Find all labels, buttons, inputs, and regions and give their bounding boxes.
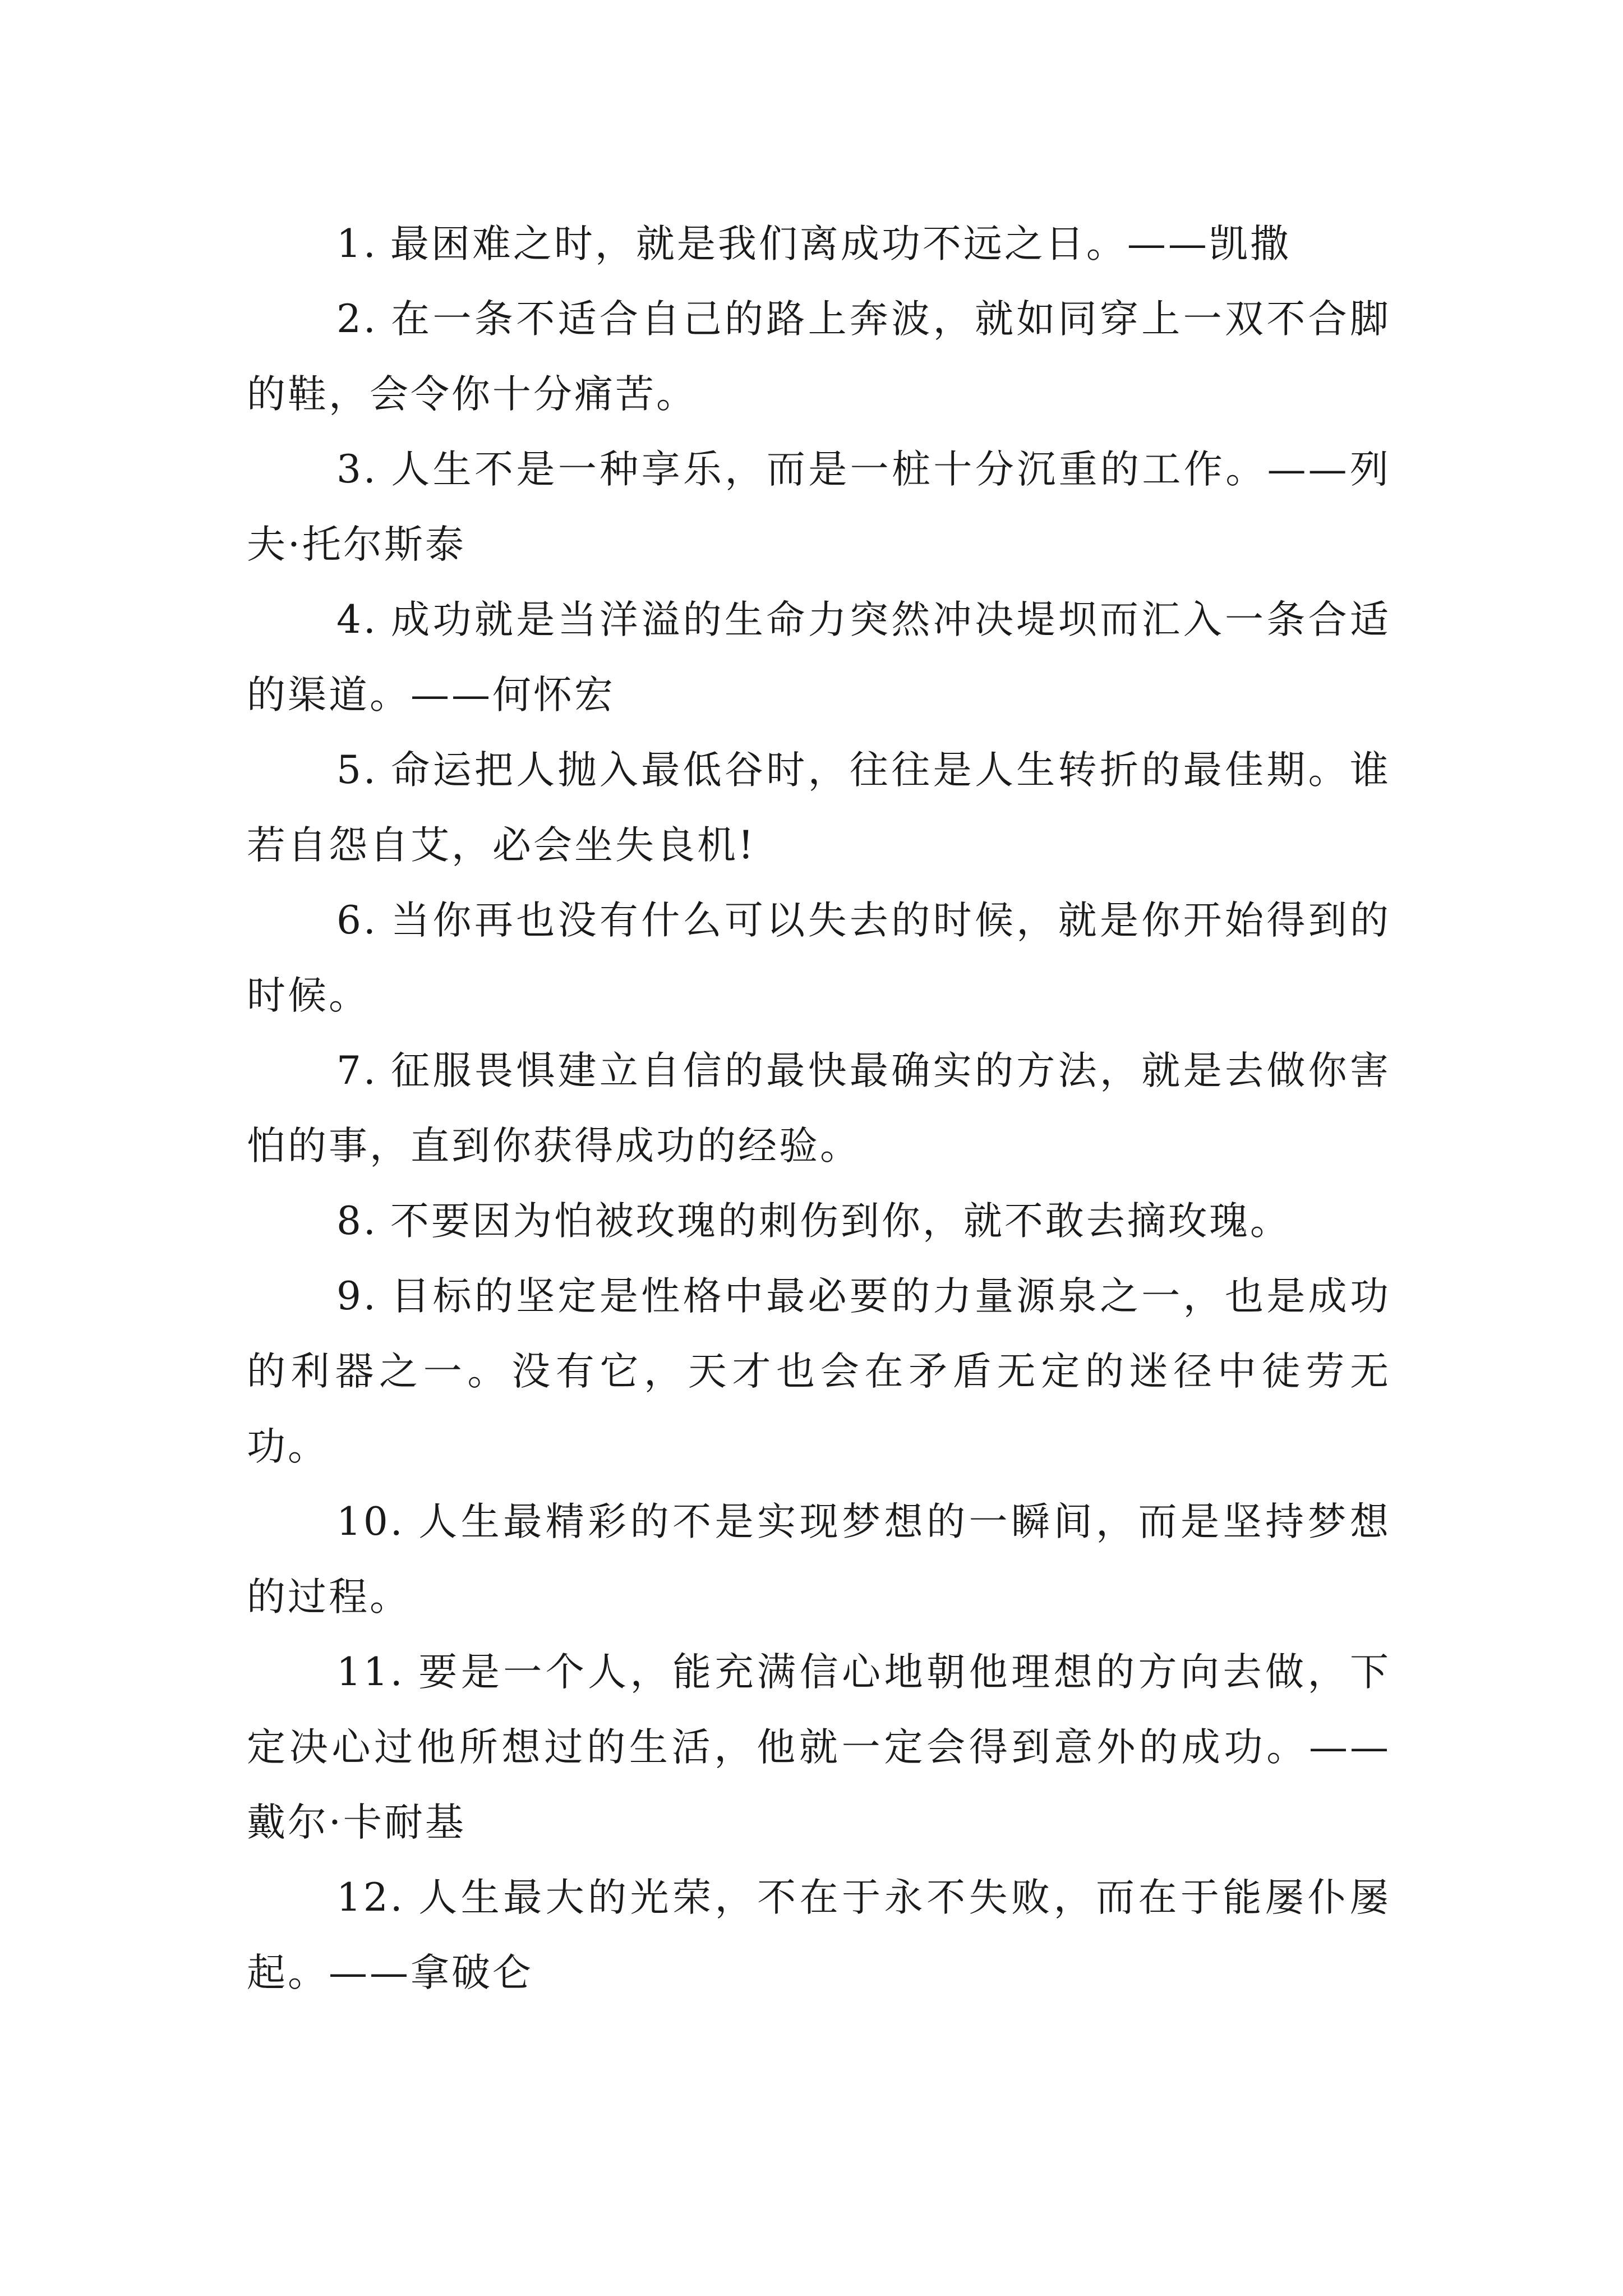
quote-text: 在一条不适合自己的路上奔波，就如同穿上一双不合脚的鞋，会令你十分痛苦。 bbox=[247, 297, 1391, 417]
quote-number: 3. bbox=[336, 447, 378, 492]
quote-text: 要是一个人，能充满信心地朝他理想的方向去做，下定决心过他所想过的生活，他就一定会得到意外的成功。——戴尔·卡耐基 bbox=[247, 1650, 1391, 1845]
quote-paragraph-2 bbox=[247, 282, 1391, 432]
quote-text: 不要因为怕被玫瑰的刺伤到你，就不敢去摘玫瑰。 bbox=[390, 1199, 1291, 1244]
quote-number: 1. bbox=[336, 222, 378, 266]
quote-paragraph-9 bbox=[247, 1259, 1391, 1484]
quote-paragraph-6 bbox=[247, 883, 1391, 1033]
quote-paragraph-12 bbox=[247, 1860, 1391, 2010]
quote-text: 最困难之时，就是我们离成功不远之日。——凯撒 bbox=[390, 222, 1291, 266]
quote-number: 6. bbox=[336, 898, 378, 943]
quote-paragraph-7 bbox=[247, 1033, 1391, 1184]
quote-text: 命运把人抛入最低谷时，往往是人生转折的最佳期。谁若自怨自艾，必会坐失良机! bbox=[247, 748, 1391, 868]
quote-number: 4. bbox=[336, 597, 378, 642]
quote-paragraph-1 bbox=[247, 206, 1391, 282]
quote-paragraph-5 bbox=[247, 733, 1391, 883]
quote-number: 7. bbox=[336, 1048, 378, 1093]
quote-number: 2. bbox=[336, 297, 378, 342]
document-body bbox=[247, 206, 1391, 2010]
quote-number: 11. bbox=[336, 1650, 405, 1695]
quote-text: 人生最大的光荣，不在于永不失败，而在于能屡仆屡起。——拿破仑 bbox=[247, 1875, 1391, 1995]
quote-text: 人生不是一种享乐，而是一桩十分沉重的工作。——列夫·托尔斯泰 bbox=[247, 447, 1391, 567]
quote-paragraph-8 bbox=[247, 1184, 1391, 1259]
quote-text: 人生最精彩的不是实现梦想的一瞬间，而是坚持梦想的过程。 bbox=[247, 1499, 1391, 1619]
quote-paragraph-11 bbox=[247, 1635, 1391, 1860]
quote-number: 12. bbox=[336, 1875, 405, 1920]
quote-paragraph-10 bbox=[247, 1484, 1391, 1635]
quote-number: 8. bbox=[336, 1199, 378, 1244]
quote-paragraph-4 bbox=[247, 582, 1391, 733]
quote-text: 当你再也没有什么可以失去的时候，就是你开始得到的时候。 bbox=[247, 898, 1391, 1018]
quote-text: 成功就是当洋溢的生命力突然冲决堤坝而汇入一条合适的渠道。——何怀宏 bbox=[247, 597, 1391, 717]
quote-number: 10. bbox=[336, 1499, 405, 1544]
quote-number: 9. bbox=[336, 1274, 378, 1319]
quote-text: 征服畏惧建立自信的最快最确实的方法，就是去做你害怕的事，直到你获得成功的经验。 bbox=[247, 1048, 1391, 1168]
quote-text: 目标的坚定是性格中最必要的力量源泉之一，也是成功的利器之一。没有它，天才也会在矛盾无定的迷径中徒劳无功。 bbox=[247, 1274, 1391, 1469]
quote-paragraph-3 bbox=[247, 432, 1391, 582]
quote-number: 5. bbox=[336, 748, 378, 793]
